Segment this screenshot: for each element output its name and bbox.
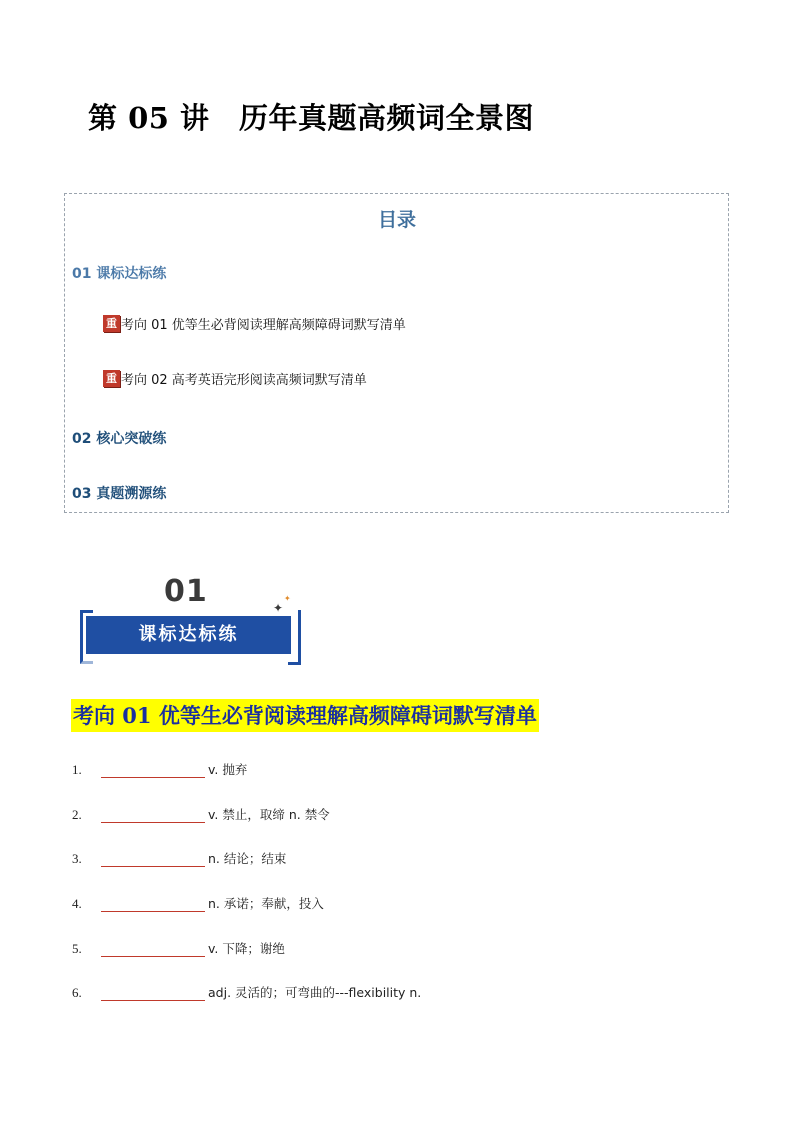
answer-blank[interactable] — [101, 942, 205, 957]
toc-box — [64, 193, 729, 513]
page-title: 第 05 讲 历年真题高频词全景图 — [88, 101, 535, 135]
vocab-item — [72, 894, 324, 912]
toc-link-section-02[interactable]: 02 核心突破练 — [72, 431, 167, 447]
answer-blank[interactable] — [101, 986, 205, 1001]
vocab-item — [72, 983, 421, 1001]
answer-blank[interactable] — [101, 763, 205, 778]
section-label: 课标达标练 — [86, 616, 291, 654]
item-number: 2. — [72, 807, 82, 822]
sparkle-small-icon: ✦ — [284, 594, 291, 603]
item-number: 5. — [72, 941, 82, 956]
toc-sub-label: 考向 01 优等生必背阅读理解高频障碍词默写清单 — [121, 318, 406, 333]
item-definition: adj. 灵活的；可弯曲的---flexibility n. — [208, 985, 422, 1000]
section-number: 01 — [164, 574, 208, 609]
item-number: 3. — [72, 851, 82, 866]
item-definition: v. 抛弃 — [208, 762, 248, 777]
vocab-item — [72, 805, 330, 823]
important-badge-icon: 重 — [103, 315, 120, 332]
answer-blank[interactable] — [101, 808, 205, 823]
toc-title: 目录 — [377, 209, 416, 231]
vocab-item — [72, 849, 286, 867]
toc-link-section-01[interactable]: 01 课标达标练 — [72, 266, 167, 282]
vocab-item — [72, 760, 247, 778]
toc-link-kaoxiang-01[interactable] — [103, 314, 406, 333]
item-definition: v. 下降；谢绝 — [208, 941, 285, 956]
toc-link-section-03[interactable]: 03 真题溯源练 — [72, 486, 167, 502]
item-number: 6. — [72, 985, 82, 1000]
item-definition: n. 结论；结束 — [208, 851, 287, 866]
toc-sub-label: 考向 02 高考英语完形阅读高频词默写清单 — [121, 373, 367, 388]
item-number: 4. — [72, 896, 82, 911]
sparkle-icon: ✦ — [273, 601, 284, 615]
item-definition: v. 禁止，取缔 n. 禁令 — [208, 807, 330, 822]
toc-link-kaoxiang-02[interactable] — [103, 369, 367, 388]
important-badge-icon: 重 — [103, 370, 120, 387]
section-banner — [76, 574, 304, 666]
vocab-item — [72, 939, 285, 957]
answer-blank[interactable] — [101, 852, 205, 867]
item-number: 1. — [72, 762, 82, 777]
item-definition: n. 承诺；奉献，投入 — [208, 896, 324, 911]
answer-blank[interactable] — [101, 897, 205, 912]
kaoxiang-heading: 考向 01 优等生必背阅读理解高频障碍词默写清单 — [71, 699, 539, 732]
